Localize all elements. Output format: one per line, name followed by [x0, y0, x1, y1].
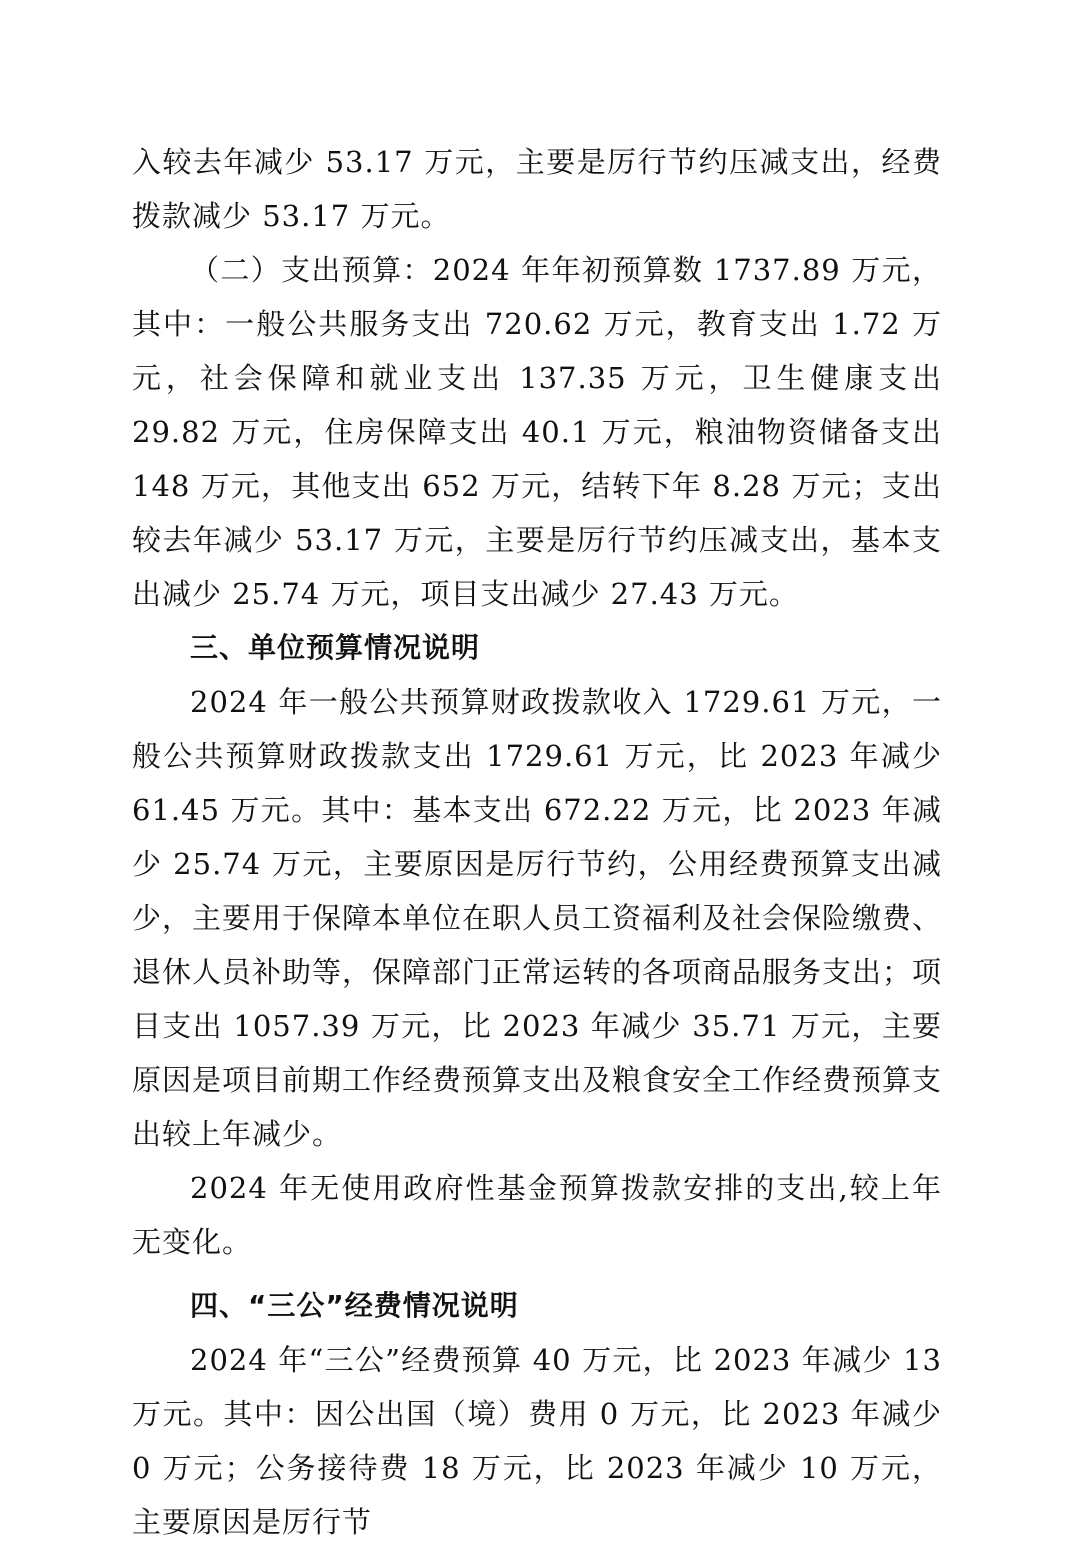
heading-three-public-expenses: 四、“三公”经费情况说明	[190, 1289, 519, 1322]
heading-unit-budget: 三、单位预算情况说明	[190, 631, 481, 664]
paragraph-three-public-expenses: 2024 年“三公”经费预算 40 万元，比 2023 年减少 13 万元。其中：因公出国（境）费用 0 万元，比 2023 年减少 0 万元；公务接待费 18 万元，比 2023 年减少 10 万元，主要原因是厉行节	[132, 1343, 942, 1539]
paragraph-government-fund: 2024 年无使用政府性基金预算拨款安排的支出,较上年无变化。	[132, 1171, 942, 1259]
paragraph-income-summary: 入较去年减少 53.17 万元，主要是厉行节约压减支出，经费拨款减少 53.17 万元。	[132, 145, 942, 233]
paragraph-expenditure-budget: （二）支出预算：2024 年年初预算数 1737.89 万元，其中：一般公共服务支出 720.62 万元，教育支出 1.72 万元，社会保障和就业支出 137.35 万元，卫生健康支出 29.82 万元，住房保障支出 40.1 万元，粮油物资储备支出 148 万元，其他支出 652 万元，结转下年 8.28 万元；支出较去年减少 53.17 万元，主要是厉行节约压减支出，基本支出减少 25.74 万元，项目支出减少 27.43 万元。	[132, 253, 942, 611]
paragraph-unit-budget: 2024 年一般公共预算财政拨款收入 1729.61 万元，一般公共预算财政拨款支出 1729.61 万元，比 2023 年减少 61.45 万元。其中：基本支出 672.22 万元，比 2023 年减少 25.74 万元，主要原因是厉行节约，公用经费预算支出减少，主要用于保障本单位在职人员工资福利及社会保险缴费、退休人员补助等，保障部门正常运转的各项商品服务支出；项目支出 1057.39 万元，比 2023 年减少 35.71 万元，主要原因是项目前期工作经费预算支出及粮食安全工作经费预算支出较上年减少。	[132, 685, 943, 1151]
